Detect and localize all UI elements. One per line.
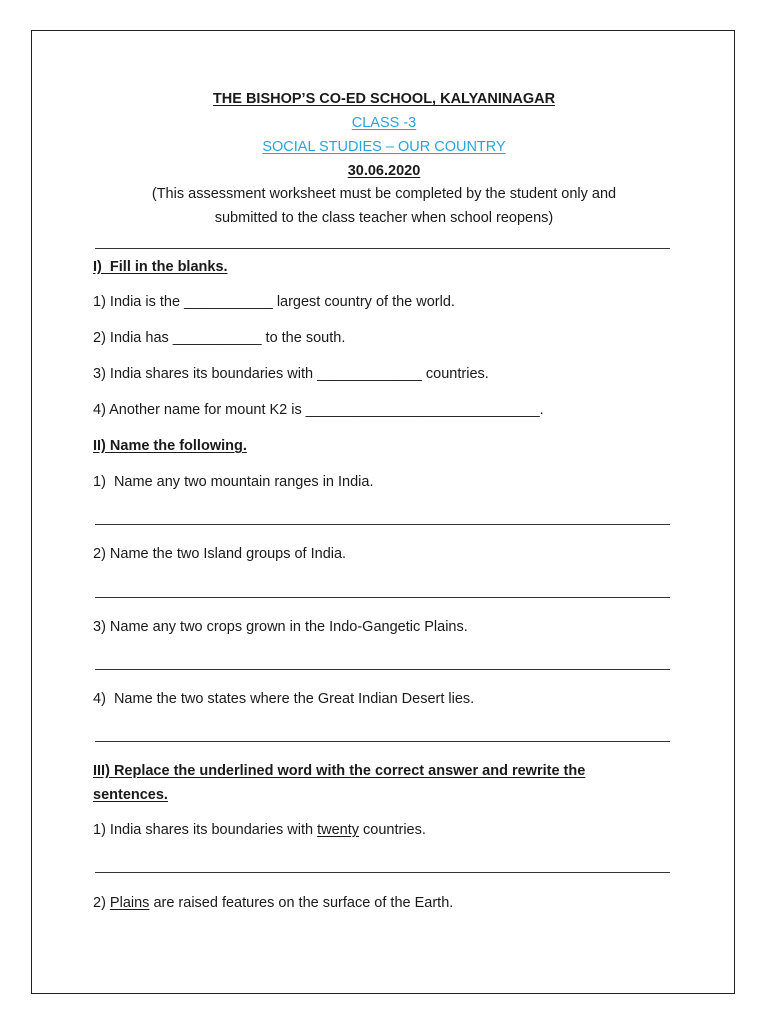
rewrite-question-2-suffix: are raised features on the surface of the Earth. (149, 895, 454, 911)
answer-line-2 (95, 597, 670, 598)
answer-line-3 (95, 669, 670, 670)
section-3-title-line-1: III) Replace the underlined word with the correct answer and rewrite the (93, 763, 586, 779)
name-question-2: 2) Name the two Island groups of India. (93, 546, 347, 562)
rewrite-question-1-suffix: countries. (359, 822, 426, 838)
worksheet-date: 30.06.2020 (347, 163, 421, 179)
instruction-line-2: submitted to the class teacher when school reopens) (214, 210, 554, 226)
rewrite-question-2-prefix: 2) (93, 895, 110, 911)
name-question-4: 4) Name the two states where the Great Indian Desert lies. (93, 691, 475, 707)
fill-blank-question-3: 3) India shares its boundaries with _____________ countries. (93, 366, 489, 382)
answer-line-1 (95, 524, 670, 525)
answer-line-4 (95, 741, 670, 742)
section-2-title: II) Name the following. (93, 438, 247, 454)
rewrite-question-2 (93, 893, 453, 913)
header-divider (95, 248, 670, 249)
subject-title: SOCIAL STUDIES – OUR COUNTRY (262, 139, 506, 155)
rewrite-question-1-prefix: 1) India shares its boundaries with (93, 822, 318, 838)
rewrite-question-1 (93, 820, 426, 840)
section-1-title: I) Fill in the blanks. (93, 259, 228, 275)
answer-line-5 (95, 872, 670, 873)
fill-blank-question-1: 1) India is the ___________ largest country of the world. (93, 294, 455, 310)
underlined-word-plains: Plains (109, 895, 150, 911)
fill-blank-question-2: 2) India has ___________ to the south. (93, 330, 346, 346)
class-label: CLASS -3 (351, 115, 417, 131)
name-question-3: 3) Name any two crops grown in the Indo-Gangetic Plains. (93, 619, 468, 635)
underlined-word-twenty: twenty (317, 822, 359, 838)
instruction-line-1: (This assessment worksheet must be completed by the student only and (151, 186, 617, 202)
fill-blank-question-4: 4) Another name for mount K2 is _____________________________. (93, 402, 544, 418)
school-name: THE BISHOP’S CO-ED SCHOOL, KALYANINAGAR (212, 91, 556, 107)
section-3-title-line-2: sentences. (93, 787, 168, 803)
name-question-1: 1) Name any two mountain ranges in India. (93, 474, 374, 490)
